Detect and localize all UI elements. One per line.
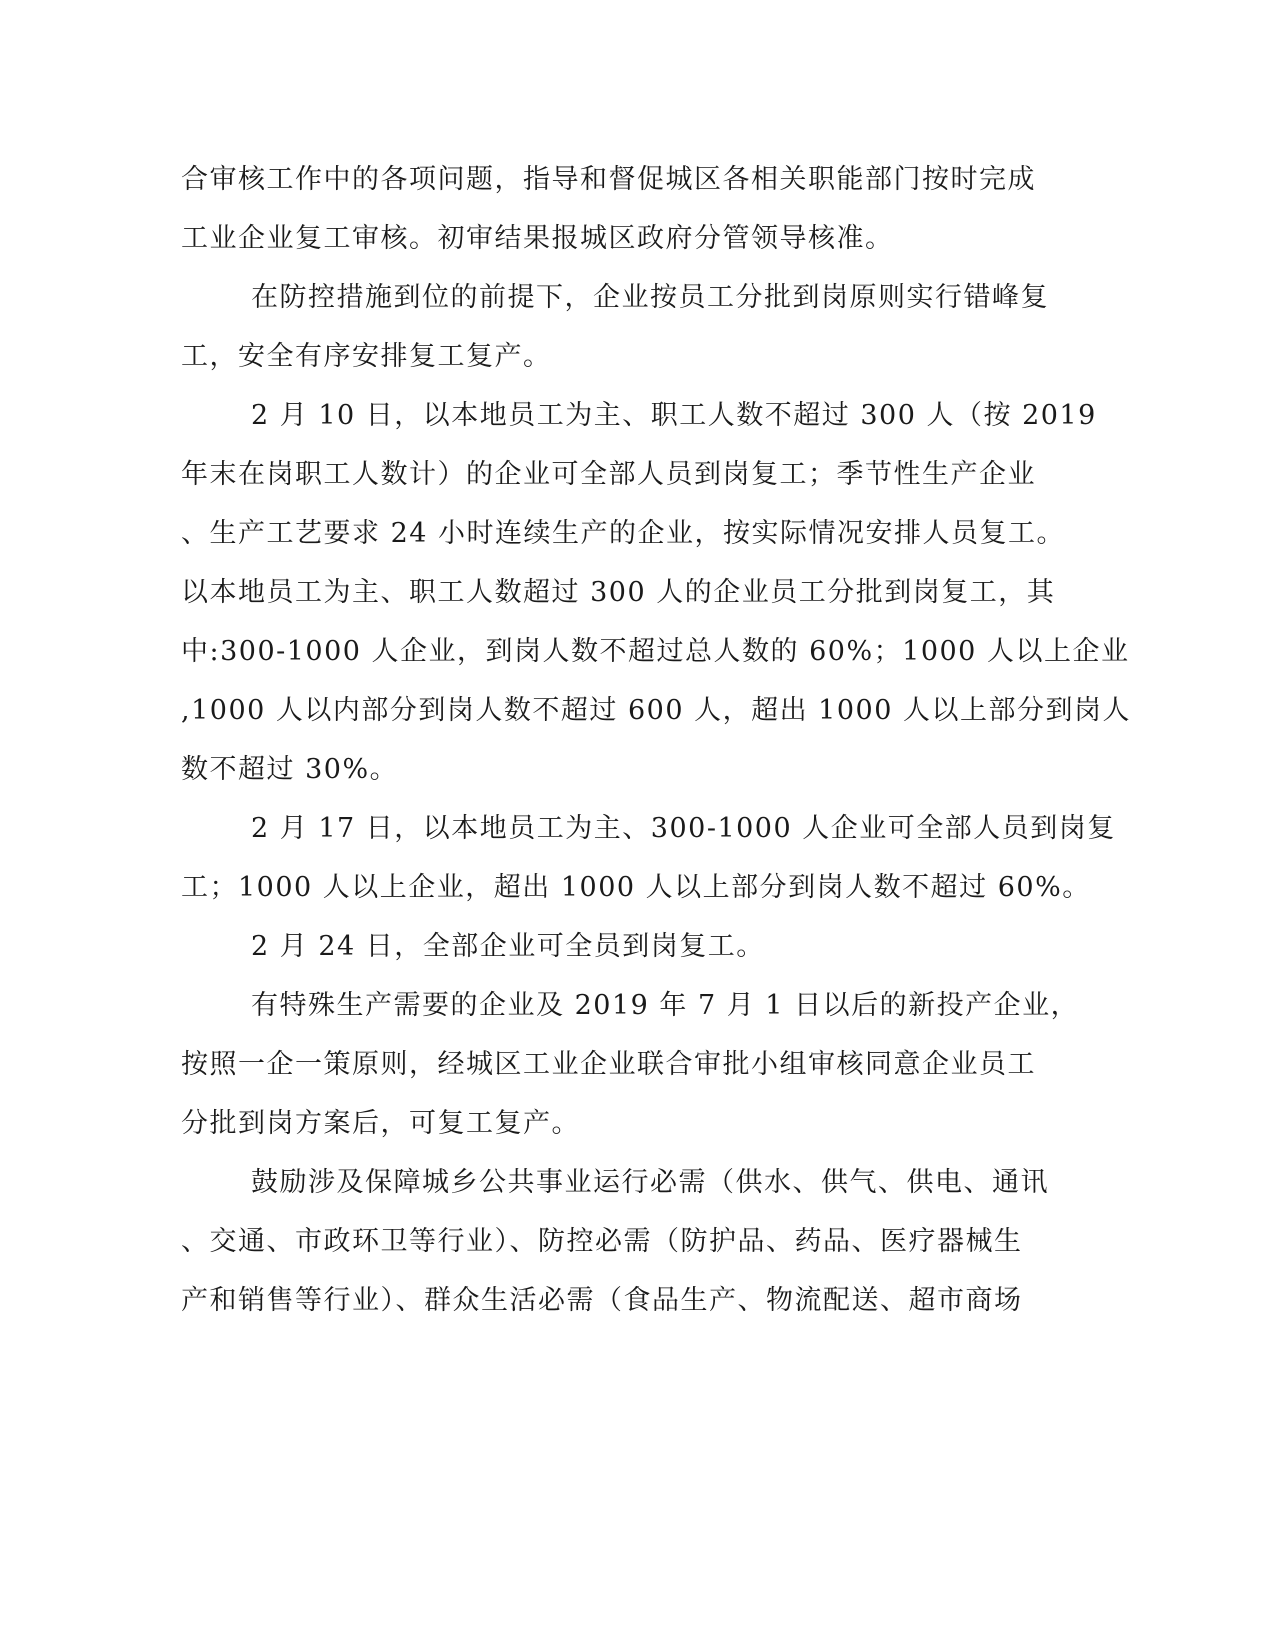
text-line: 2 月 17 日，以本地员工为主、300-1000 人企业可全部人员到岗复 — [251, 813, 1116, 844]
text-line: 按照一企一策原则，经城区工业企业联合审批小组审核同意企业员工 — [181, 1049, 1036, 1080]
text-line: 、交通、市政环卫等行业）、防控必需（防护品、药品、医疗器械生 — [181, 1226, 1023, 1257]
text-line: 年末在岗职工人数计）的企业可全部人员到岗复工；季节性生产企业 — [181, 459, 1036, 490]
text-line: 鼓励涉及保障城乡公共事业运行必需（供水、供气、供电、通讯 — [251, 1167, 1049, 1198]
text-line: 产和销售等行业）、群众生活必需（食品生产、物流配送、超市商场 — [181, 1285, 1023, 1316]
document-body — [181, 150, 1131, 1330]
paragraph — [181, 268, 1061, 386]
paragraph — [181, 150, 1061, 268]
text-line: 工，安全有序安排复工复产。 — [181, 341, 552, 372]
paragraph — [181, 1153, 1061, 1330]
text-line: 中:300-1000 人企业，到岗人数不超过总人数的 60%；1000 人以上企业 — [181, 636, 1130, 667]
paragraph — [181, 386, 1131, 799]
text-line: 以本地员工为主、职工人数超过 300 人的企业员工分批到岗复工，其 — [181, 577, 1056, 608]
paragraph — [181, 976, 1080, 1153]
text-line: 在防控措施到位的前提下，企业按员工分批到岗原则实行错峰复 — [251, 282, 1049, 313]
paragraph — [181, 799, 1116, 917]
text-line: 分批到岗方案后，可复工复产。 — [181, 1108, 580, 1139]
text-line: 数不超过 30%。 — [181, 754, 399, 785]
text-line: 2 月 10 日，以本地员工为主、职工人数不超过 300 人（按 2019 — [251, 400, 1097, 431]
paragraph — [181, 917, 1061, 976]
text-line: 合审核工作中的各项问题，指导和督促城区各相关职能部门按时完成 — [181, 164, 1036, 195]
text-line: ,1000 人以内部分到岗人数不超过 600 人，超出 1000 人以上部分到岗人 — [181, 695, 1131, 726]
text-line: 工业企业复工审核。初审结果报城区政府分管领导核准。 — [181, 223, 894, 254]
text-line: 2 月 24 日，全部企业可全员到岗复工。 — [251, 931, 765, 962]
text-line: 、生产工艺要求 24 小时连续生产的企业，按实际情况安排人员复工。 — [181, 518, 1066, 549]
text-line: 有特殊生产需要的企业及 2019 年 7 月 1 日以后的新投产企业， — [251, 990, 1080, 1021]
text-line: 工；1000 人以上企业，超出 1000 人以上部分到岗人数不超过 60%。 — [181, 872, 1091, 903]
